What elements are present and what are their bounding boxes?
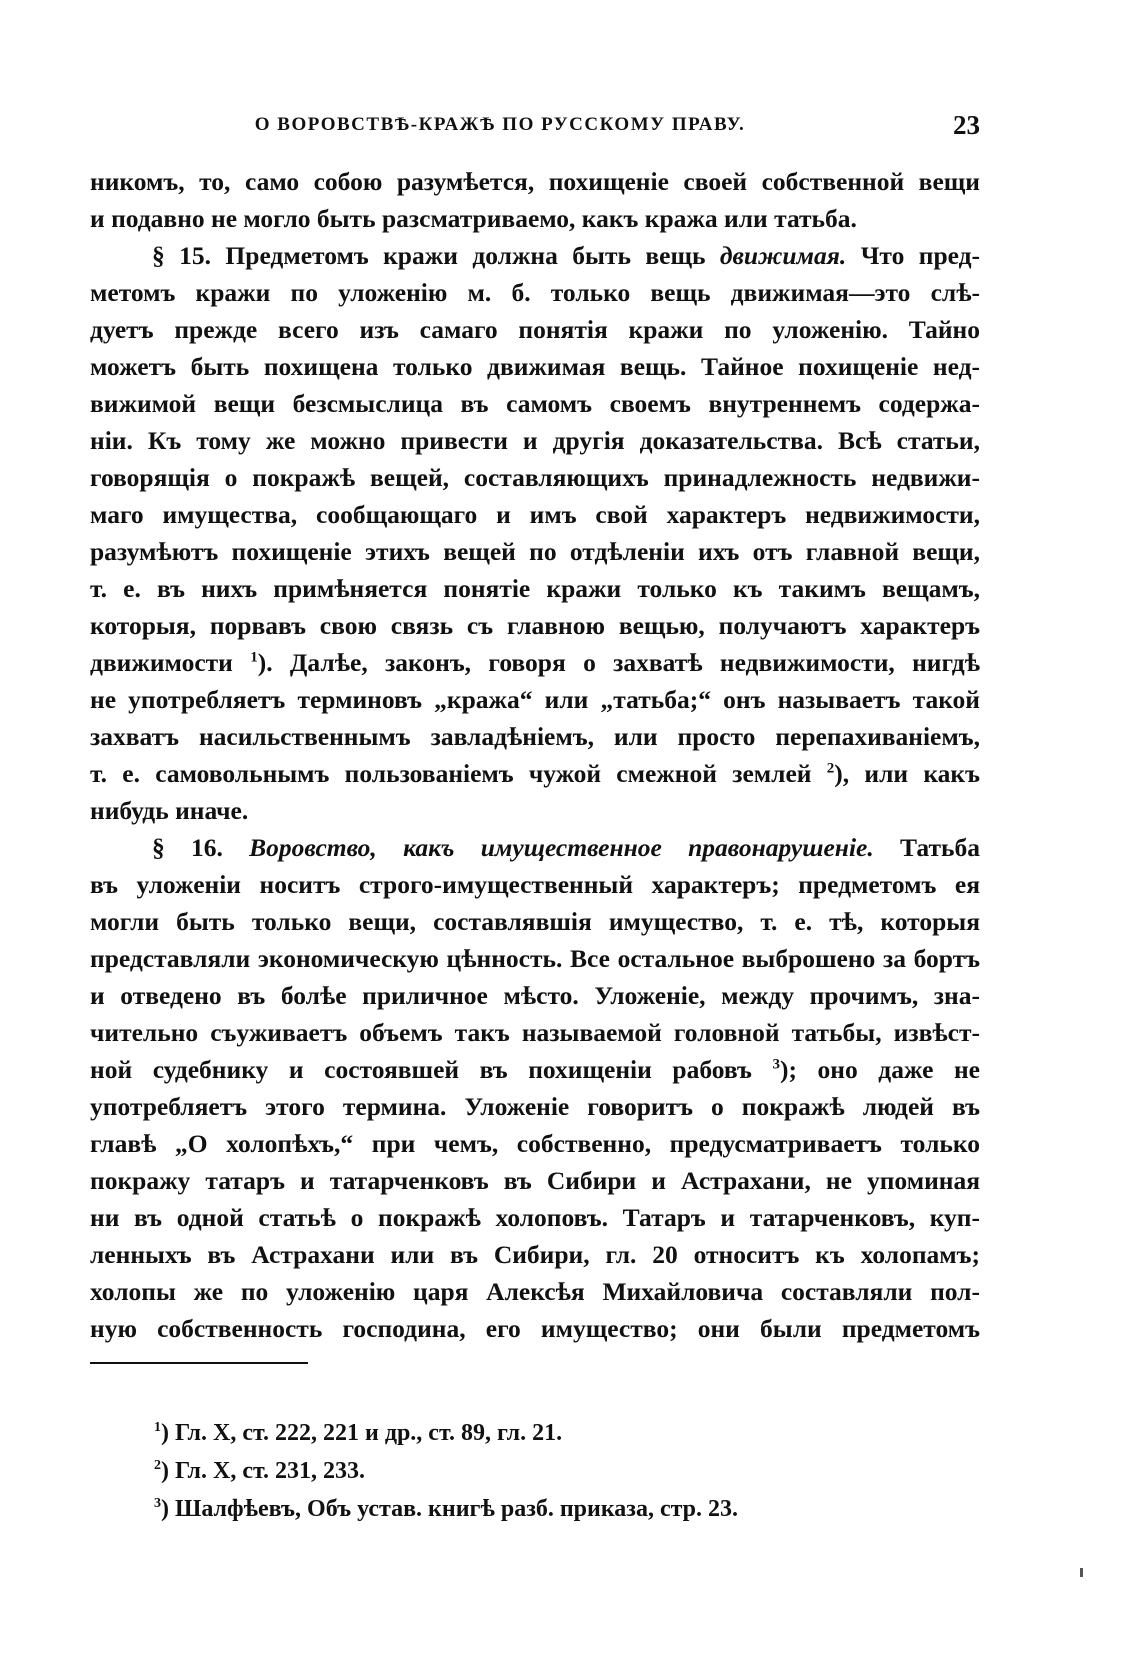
text-line: метомъ кражи по уложенію м. б. только вещь движимая—это слѣ- [90,278,980,307]
text-fragment: ); оно даже не [779,1055,981,1084]
footnote-1 [154,1414,874,1452]
text-line: вижимой вещи безсмыслица въ самомъ своемъ внутреннемъ содержа- [90,389,980,418]
footnote-marker: 2 [154,1458,161,1473]
text-line: никомъ, то, само собою разумѣется, похищеніе своей собственной вещи [90,167,980,196]
text-line: холопы же по уложенію царя Алексѣя Михайловича составляли пол- [90,1277,980,1306]
text-line: ную собственность господина, его имущество; они были предметомъ [90,1314,980,1343]
text-line: могли быть только вещи, составлявшія имущество, т. е. тѣ, которыя [90,907,980,936]
text-fragment: Татьба [873,833,980,862]
text-line: нибудь иначе. [90,796,249,825]
text-fragment: т. е. самовольнымъ пользованіемъ чужой смежной землей [90,759,812,788]
footnote-text: ) Шалфѣевъ, Объ устав. книгѣ разб. приказа, стр. 23. [161,1496,739,1522]
footnote-3 [154,1490,874,1528]
running-header [90,110,980,148]
text-line [90,237,980,274]
text-line: которыя, порвавъ свою связь съ главною вещью, получаютъ характеръ [90,611,980,640]
scan-speck [1080,1568,1083,1577]
text-fragment: Что пред- [846,241,981,270]
text-line: можетъ быть похищена только движимая вещь. Тайное похищеніе нед- [90,352,980,381]
text-fragment: движимости [90,648,233,677]
section-16-title: Воровство, какъ имущественное правонарушеніе. [249,833,874,862]
emphasis-term: движимая. [719,241,847,270]
footnote-text: ) Гл. X, ст. 222, 221 и др., ст. 89, гл. 21. [161,1420,563,1446]
text-line: главѣ „О холопѣхъ,“ при чемъ, собственно, предусматриваетъ только [90,1129,980,1158]
text-line: представляли экономическую цѣнность. Все остальное выброшено за бортъ [90,944,980,973]
footnotes [154,1414,874,1528]
text-line: и отведено въ болѣе приличное мѣсто. Уложеніе, между прочимъ, зна- [90,981,980,1010]
text-line: т. е. въ нихъ примѣняется понятіе кражи только къ такимъ вещамъ, [90,574,980,603]
text-line: ніи. Къ тому же можно привести и другія доказательства. Всѣ статьи, [90,426,980,455]
paragraph-continuation [90,163,980,237]
footnote-marker: 1 [154,1420,161,1435]
text-line: ленныхъ въ Астрахани или въ Сибири, гл. 20 относитъ къ холопамъ; [90,1240,980,1269]
text-line [90,1051,980,1088]
section-15-heading: § 15. Предметомъ кражи должна быть вещь [152,241,706,270]
text-line: ни въ одной статьѣ о покражѣ холоповъ. Татаръ и татарченковъ, куп- [90,1203,980,1232]
text-line: не употребляетъ терминовъ „кража“ или „татьба;“ онъ называетъ такой [90,685,980,714]
text-line: разумѣютъ похищеніе этихъ вещей по отдѣленіи ихъ отъ главной вещи, [90,537,980,566]
text-line: захватъ насильственнымъ завладѣніемъ, или просто перепахиваніемъ, [90,722,980,751]
text-fragment: ), или какъ [834,759,980,788]
text-line [90,644,980,681]
body-text [90,163,980,1347]
footnote-ref-2: 2 [826,760,835,777]
text-line: дуетъ прежде всего изъ самаго понятія кражи по уложенію. Тайно [90,315,980,344]
text-line: употребляетъ этого термина. Уложеніе говоритъ о покражѣ людей въ [90,1092,980,1121]
text-line [90,755,980,792]
footnote-separator [90,1362,308,1364]
footnote-ref-3: 3 [772,1056,780,1073]
text-line: покражу татаръ и татарченковъ въ Сибири и Астрахани, не упоминая [90,1166,980,1195]
text-line: и подавно не могло быть разсматриваемо, какъ кража или татьба. [90,204,857,233]
text-line: говорящія о покражѣ вещей, составляющихъ принадлежность недвижи- [90,463,980,492]
paragraph-section-15 [90,237,980,829]
paragraph-section-16 [90,829,980,1347]
section-16-heading: § 16. [152,833,223,862]
text-line: чительно съуживаетъ объемъ такъ называемой головной татьбы, извѣст- [90,1018,980,1047]
text-line [90,829,980,866]
footnote-marker: 3 [154,1496,161,1511]
footnote-2 [154,1452,874,1490]
footnote-ref-1: 1 [250,649,258,666]
running-title: О ВОРОВСТВѢ-КРАЖѢ ПО РУССКОМУ ПРАВУ. [254,114,746,135]
text-line: маго имущества, сообщающаго и имъ свой характеръ недвижимости, [90,500,980,529]
page-number: 23 [953,110,980,140]
footnote-text: ) Гл. X, ст. 231, 233. [161,1458,365,1484]
text-fragment: ной судебнику и состоявшей въ похищеніи рабовъ [90,1055,752,1084]
text-fragment: ). Далѣе, законъ, говоря о захватѣ недвижимости, нигдѣ [257,648,981,677]
text-line: въ уложеніи носитъ строго-имущественный характеръ; предметомъ ея [90,870,980,899]
